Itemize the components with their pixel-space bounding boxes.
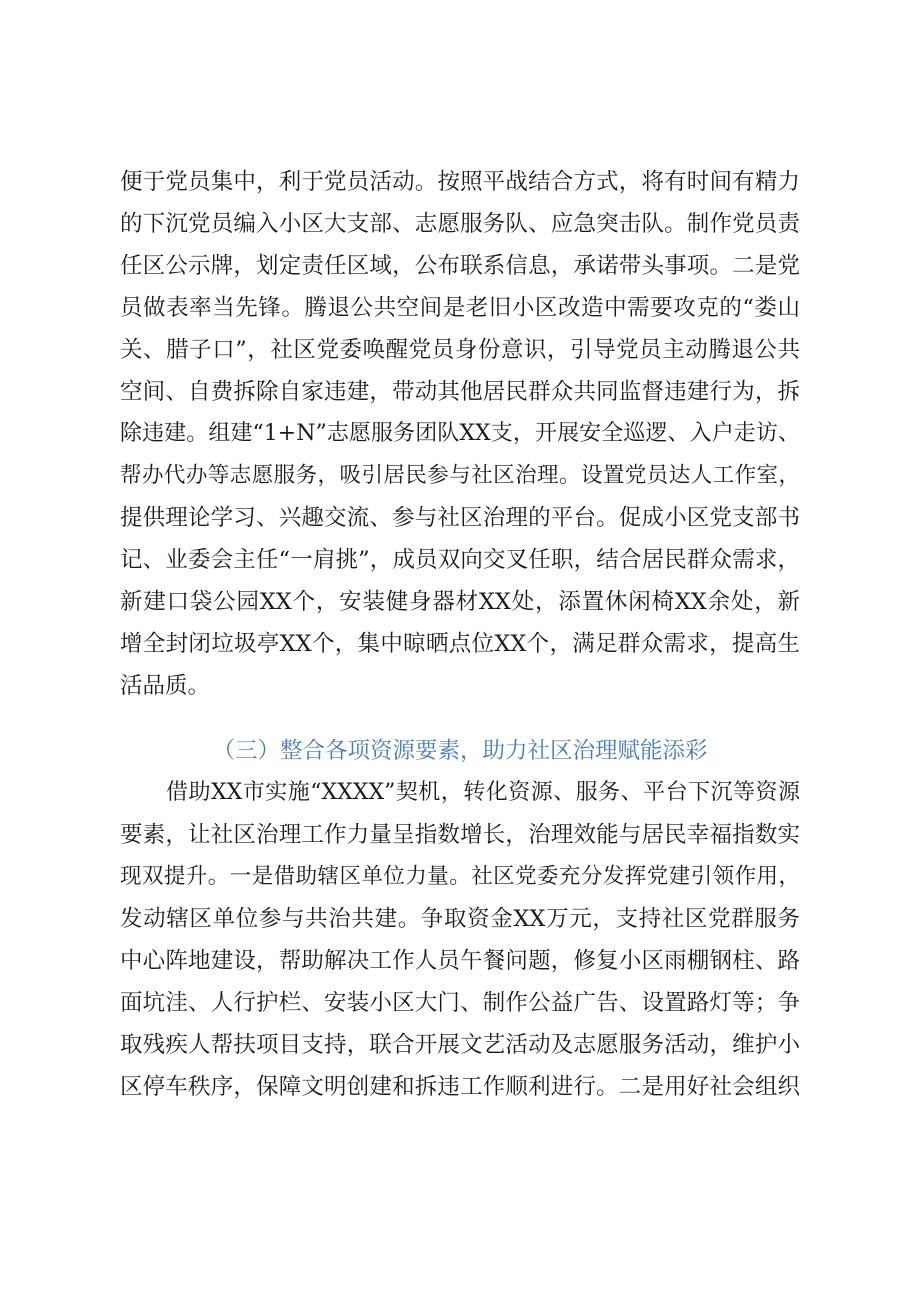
text-line: 员做表率当先锋。腾退公共空间是老旧小区改造中需要攻克的“娄山 bbox=[120, 295, 800, 321]
text-line: 增全封闭垃圾亭XX个，集中晾晒点位XX个，满足群众需求，提高生 bbox=[120, 631, 800, 657]
text-line: 记、业委会主任“一肩挑”，成员双向交叉任职，结合居民群众需求， bbox=[120, 547, 800, 573]
text-line: 提供理论学习、兴趣交流、参与社区治理的平台。促成小区党支部书 bbox=[120, 505, 800, 531]
text-line: 发动辖区单位参与共治共建。争取资金XX万元，支持社区党群服务 bbox=[120, 906, 800, 932]
text-line: 新建口袋公园XX个，安装健身器材XX处，添置休闲椅XX余处，新 bbox=[120, 589, 800, 615]
text-line: 活品质。 bbox=[120, 673, 211, 699]
text-line: 借助XX市实施“XXXX”契机，转化资源、服务、平台下沉等资源 bbox=[166, 780, 800, 805]
text-line: 空间、自费拆除自家违建，带动其他居民群众共同监督违建行为，拆 bbox=[120, 379, 800, 405]
text-line: 的下沉党员编入小区大支部、志愿服务队、应急突击队。制作党员责 bbox=[120, 211, 800, 237]
text-line: 面坑洼、人行护栏、安装小区大门、制作公益广告、设置路灯等；争 bbox=[120, 990, 800, 1016]
text-line: 任区公示牌，划定责任区域，公布联系信息，承诺带头事项。二是党 bbox=[120, 253, 800, 279]
text-line: 要素，让社区治理工作力量呈指数增长，治理效能与居民幸福指数实 bbox=[120, 822, 800, 848]
text-line: 帮办代办等志愿服务，吸引居民参与社区治理。设置党员达人工作室， bbox=[120, 463, 800, 488]
text-line: 取残疾人帮扶项目支持，联合开展文艺活动及志愿服务活动，维护小 bbox=[120, 1032, 800, 1058]
text-line: 中心阵地建设，帮助解决工作人员午餐问题，修复小区雨棚钢柱、路 bbox=[120, 948, 800, 974]
text-line: 现双提升。一是借助辖区单位力量。社区党委充分发挥党建引领作用， bbox=[120, 864, 800, 889]
text-line: 除违建。组建“1+N”志愿服务团队XX支，开展安全巡逻、入户走访、 bbox=[120, 421, 800, 446]
text-line: 区停车秩序，保障文明创建和拆违工作顺利进行。二是用好社会组织 bbox=[120, 1074, 800, 1100]
section-heading: （三）整合各项资源要素，助力社区治理赋能添彩 bbox=[212, 738, 708, 764]
text-line: 关、腊子口”，社区党委唤醒党员身份意识，引导党员主动腾退公共 bbox=[120, 337, 800, 363]
text-line: 便于党员集中，利于党员活动。按照平战结合方式，将有时间有精力 bbox=[120, 169, 800, 195]
